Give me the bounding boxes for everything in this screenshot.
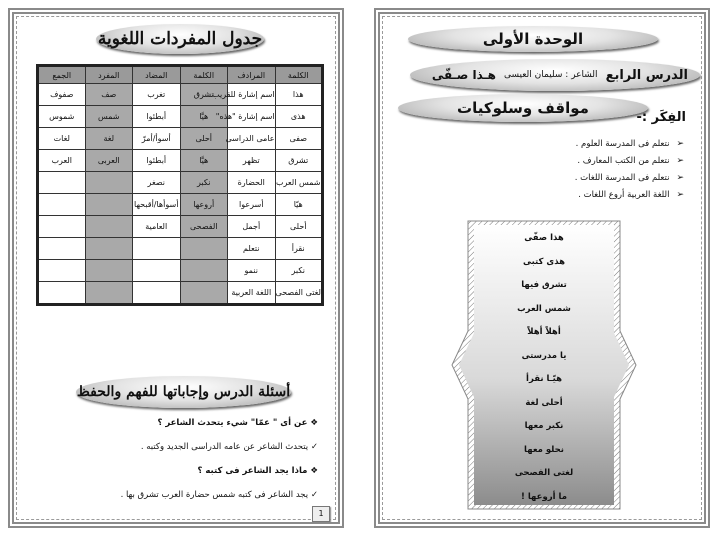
unit-title: الوحدة الأولى bbox=[408, 26, 658, 52]
answer-text: يتحدث الشاعر عن عامه الدراسى الجديد وكتبه . bbox=[140, 442, 309, 452]
table-row bbox=[38, 194, 323, 216]
poem-line: نكبر معها bbox=[524, 421, 564, 431]
table-cell bbox=[85, 238, 133, 260]
table-cell: صفوف bbox=[38, 84, 86, 106]
table-cell: هيَّا bbox=[180, 106, 228, 128]
table-row bbox=[38, 106, 323, 128]
table-row bbox=[38, 150, 323, 172]
table-cell: شمس bbox=[85, 106, 133, 128]
idea-text: نتعلم فى المدرسة العلوم . bbox=[575, 139, 670, 149]
question-text: عن أى " عمّا" شيء يتحدث الشاعر ؟ bbox=[157, 418, 308, 428]
table-cell: تشرق bbox=[180, 84, 228, 106]
idea-text: نتعلم من الكتب المعارف . bbox=[577, 156, 670, 166]
table-cell: أسوأها/أقبحها bbox=[133, 194, 181, 216]
vocab-title: جدول المفردات اللغوية bbox=[96, 24, 264, 54]
table-cell bbox=[38, 194, 86, 216]
table-cell: نكبر bbox=[275, 260, 323, 282]
table-cell: اسم إشارة "هذه" bbox=[228, 106, 276, 128]
table-row bbox=[38, 282, 323, 305]
table-cell: شموس bbox=[38, 106, 86, 128]
table-cell bbox=[38, 238, 86, 260]
table-cell: نقرأ bbox=[275, 238, 323, 260]
poet-label: الشاعر : سليمان العيسى bbox=[503, 70, 598, 80]
table-cell: نتعلم bbox=[228, 238, 276, 260]
answer-1 bbox=[18, 442, 318, 452]
table-cell: نصغر bbox=[133, 172, 181, 194]
table-cell: اللغة العربية bbox=[228, 282, 276, 305]
table-cell: أروعها bbox=[180, 194, 228, 216]
table-row bbox=[38, 172, 323, 194]
table-cell: تشرق bbox=[275, 150, 323, 172]
table-cell bbox=[133, 282, 181, 305]
table-row bbox=[38, 128, 323, 150]
table-cell: الحضارة bbox=[228, 172, 276, 194]
poem-line: هذى كتبى bbox=[522, 256, 566, 267]
poem-line: هذا صفّى bbox=[524, 233, 564, 243]
poem-line: تشرق فيها bbox=[521, 280, 567, 290]
vocab-table bbox=[36, 64, 324, 306]
poem-line: ما أروعها ! bbox=[521, 491, 567, 502]
table-cell bbox=[85, 282, 133, 305]
table-cell bbox=[133, 238, 181, 260]
answer-text: يجد الشاعر فى كتبه شمس حضارة العرب تشرق بها . bbox=[120, 490, 309, 500]
table-cell: الفصحى bbox=[180, 216, 228, 238]
list-item bbox=[404, 153, 684, 170]
table-cell bbox=[180, 260, 228, 282]
table-cell: صفى bbox=[275, 128, 323, 150]
header-cell: المفرد bbox=[85, 66, 133, 84]
diamond-bullet-icon: ❖ bbox=[310, 466, 318, 476]
table-cell: ننمو bbox=[228, 260, 276, 282]
table-cell: أبطئوا bbox=[133, 106, 181, 128]
table-cell bbox=[85, 260, 133, 282]
table-cell bbox=[180, 238, 228, 260]
header-cell: الجمع bbox=[38, 66, 86, 84]
table-cell: أحلى bbox=[275, 216, 323, 238]
poem-box bbox=[450, 219, 638, 511]
table-cell: لغة bbox=[85, 128, 133, 150]
list-item bbox=[404, 170, 684, 187]
table-cell bbox=[38, 260, 86, 282]
table-cell bbox=[85, 172, 133, 194]
table-cell: هذى bbox=[275, 106, 323, 128]
table-cell bbox=[38, 282, 86, 305]
poem-line: لغتى الفصحى bbox=[514, 468, 574, 478]
vocab-table-header bbox=[38, 66, 323, 84]
poem-line: يا مدرستى bbox=[521, 350, 567, 361]
lesson-bar bbox=[410, 59, 700, 91]
table-row bbox=[38, 238, 323, 260]
table-cell bbox=[38, 172, 86, 194]
list-item bbox=[404, 136, 684, 153]
table-cell: صف bbox=[85, 84, 133, 106]
table-cell: تغرب bbox=[133, 84, 181, 106]
page-number: 1 bbox=[312, 506, 330, 522]
question-1 bbox=[18, 418, 318, 428]
table-row bbox=[38, 260, 323, 282]
table-cell bbox=[133, 260, 181, 282]
poem-line: هيّـا نقرأ bbox=[526, 374, 562, 384]
right-page bbox=[374, 8, 710, 528]
arrow-bullet-icon: ➢ bbox=[676, 173, 684, 183]
checkmark-icon: ✓ bbox=[310, 442, 318, 452]
left-page bbox=[8, 8, 344, 528]
table-cell: أحلى bbox=[180, 128, 228, 150]
arrow-bullet-icon: ➢ bbox=[676, 139, 684, 149]
table-cell: أجمل bbox=[228, 216, 276, 238]
table-cell: شمس العرب bbox=[275, 172, 323, 194]
table-cell: نكبر bbox=[180, 172, 228, 194]
table-row bbox=[38, 216, 323, 238]
table-row bbox=[38, 84, 323, 106]
table-cell: العامية bbox=[133, 216, 181, 238]
table-cell bbox=[85, 216, 133, 238]
table-cell: لغات bbox=[38, 128, 86, 150]
poem-title: هـذا صـفّى bbox=[431, 68, 496, 82]
question-2 bbox=[18, 466, 318, 476]
questions-title: أسئلة الدرس وإجاباتها للفهم والحفظ bbox=[76, 376, 291, 408]
header-cell: المرادف bbox=[228, 66, 276, 84]
table-cell: لغتى الفصحى bbox=[275, 282, 323, 305]
theme-title: مواقف وسلوكيات bbox=[398, 94, 648, 122]
poem-lines bbox=[450, 227, 638, 509]
question-text: ماذا يجد الشاعر فى كتبه ؟ bbox=[197, 466, 308, 476]
table-cell: هيَّا bbox=[180, 150, 228, 172]
header-cell: الكلمة bbox=[180, 66, 228, 84]
table-cell: اسم إشارة للقريب bbox=[228, 84, 276, 106]
ideas-list bbox=[404, 136, 684, 204]
table-cell bbox=[38, 216, 86, 238]
poem-line: أهلاً أهلاً bbox=[527, 327, 561, 337]
table-cell: هذا bbox=[275, 84, 323, 106]
idea-text: اللغة العربية أروع اللغات . bbox=[578, 190, 670, 200]
idea-text: نتعلم فى المدرسة اللغات . bbox=[574, 173, 670, 183]
arrow-bullet-icon: ➢ bbox=[676, 156, 684, 166]
poem-line: شمس العرب bbox=[517, 303, 571, 314]
table-cell: تظهر bbox=[228, 150, 276, 172]
table-cell: العرب bbox=[38, 150, 86, 172]
table-cell: أسرعوا bbox=[228, 194, 276, 216]
diamond-bullet-icon: ❖ bbox=[310, 418, 318, 428]
header-cell: المضاد bbox=[133, 66, 181, 84]
lesson-label: الدرس الرابع bbox=[605, 67, 688, 83]
arrow-bullet-icon: ➢ bbox=[676, 190, 684, 200]
list-item bbox=[404, 187, 684, 204]
table-cell: عامى الدراسى bbox=[228, 128, 276, 150]
table-cell: العربى bbox=[85, 150, 133, 172]
checkmark-icon: ✓ bbox=[310, 490, 318, 500]
ideas-label: الفِكَر :- bbox=[636, 110, 686, 125]
table-cell: أسوأ/أمرّ bbox=[133, 128, 181, 150]
header-cell: الكلمة bbox=[275, 66, 323, 84]
table-cell: هيّا bbox=[275, 194, 323, 216]
table-cell bbox=[85, 194, 133, 216]
table-cell: أبطئوا bbox=[133, 150, 181, 172]
poem-line: نحلو معها bbox=[524, 444, 564, 455]
answer-2 bbox=[18, 490, 318, 500]
poem-line: أحلى لغة bbox=[525, 397, 563, 408]
table-cell bbox=[180, 282, 228, 305]
